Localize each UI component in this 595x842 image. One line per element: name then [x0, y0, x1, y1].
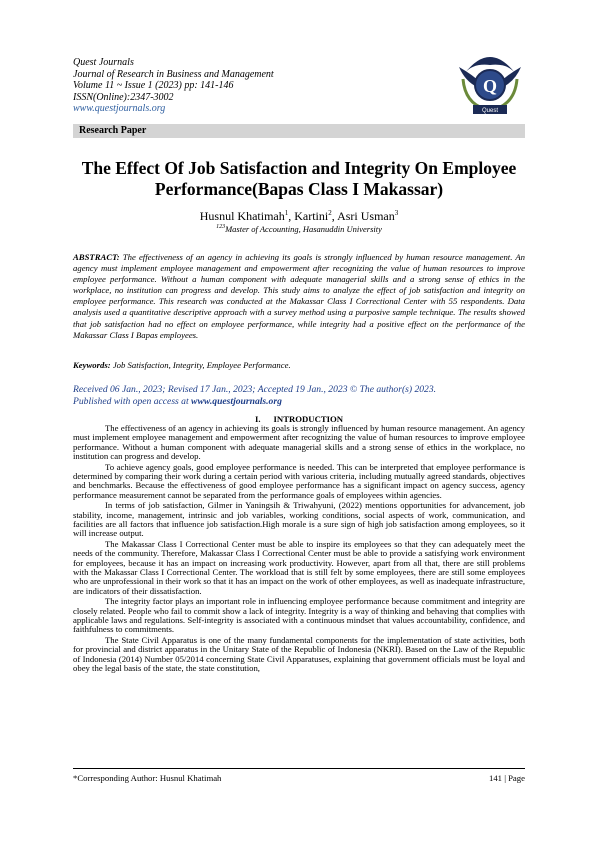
section-heading-introduction: I. INTRODUCTION — [254, 414, 344, 424]
volume-info: Volume 11 ~ Issue 1 (2023) pp: 141-146 — [73, 80, 234, 91]
author-list: Husnul Khatimah$^1$, Kartini$^2$, Asri Usman$^3$ — [199, 209, 399, 223]
author-2: Kartini — [294, 209, 329, 223]
paper-title: The Effect Of Job Satisfaction and Integrity On Employee Performance(Bapas Class I Makassar) — [81, 158, 517, 199]
introduction-body — [73, 424, 525, 675]
keywords-label: Keywords: — [73, 360, 111, 370]
issn: ISSN(Online):2347-3002 — [73, 91, 174, 103]
publication-dates — [73, 384, 533, 408]
keywords-text: Job Satisfaction, Integrity, Employee Performance. — [112, 360, 291, 370]
author-1: Husnul Khatimah — [199, 209, 285, 223]
publisher-name: Quest Journals — [73, 57, 134, 68]
abstract-label: ABSTRACT: — [73, 252, 120, 262]
svg-text:Q: Q — [482, 76, 498, 96]
keywords — [73, 360, 525, 370]
abstract — [73, 252, 525, 341]
affiliation — [73, 224, 525, 234]
paragraph: The integrity factor plays an important role in influencing employee performance because commitment and integrity are closely related. People who fail to commit show a lack of integrity. Integrity is a way of thinking and behaving that complies with applicable laws and regulations. Self-integrity is associated with a continuous mindset that values accountability, confidence, and faithfulness to commitments. — [73, 596, 525, 635]
footer-divider — [73, 768, 525, 769]
paragraph: To achieve agency goals, good employee performance is needed. This can be interpreted that employee performance is determined by comparing their work during a certain period with various criteria, including mutually agreed standards, objectives and benchmarks. Because the effectiveness of good employee performance has a significant impact on agency success, agency performance measurement cannot be separated from the performance goals of employees within agencies. — [73, 461, 525, 500]
paragraph: The State Civil Apparatus is one of the many fundamental components for the implementation of state activities, both for provincial and district apparatus in the Unitary State of the Republic of Indonesia (NKRI). Based on the Law of the Republic of Indonesia (2014) Number 05/2014 concerning State Civil Apparatuses, explaining that government officials must be loyal and obey the legal basis of the state, the state constitution, — [73, 635, 525, 673]
open-access-link[interactable]: www.questjournals.org — [191, 396, 282, 407]
page-number: 141 | Page — [488, 773, 525, 783]
abstract-text: The effectiveness of an agency in achieving its goals is strongly influenced by human resource management. An agency must implement employee management and empowerment after recognizing the value of human resources to improve employee performance. Without a human component with adequate managerial skills and a strong sense of ethics in the workplace, no institution can progress and develop. This study aims to analyze the effect of job satisfaction and integrity on employee performance. This research was conducted at the Makassar Class I Correctional Center with 55 respondents. Data analysis used a quantitative descriptive approach with a survey method using a purposive sample technique. The results showed that job satisfaction had no effect on employee performance, while integrity had a positive effect on the performance of the Makassar Class I Bapas employees. — [73, 252, 526, 340]
logo-text: Quest — [481, 108, 499, 114]
paragraph: The Makassar Class I Correctional Center must be able to inspire its employees so that they can adequately meet the needs of the community. Therefore, Makassar Class I Correctional Center must be able to provide a satisfying work environment for employees, because it has an impact on increasing work productivity. However, apart from all that, there are still problems with the Makassar Class I Correctional Center. The workload that is still felt by some employees, there are still some employees who are unprofessional in their work so that it has an impact on the work of other employees, as well as inadequate infrastructure, are indicators of their dissatisfaction. — [73, 539, 525, 596]
affiliation-sup: 123 — [216, 224, 226, 231]
paragraph: In terms of job satisfaction, Gilmer in Yaningsih & Triwahyuni, (2022) mentions opportunities for advancement, job stability, income, management, intrinsic and job variables, working conditions, social aspects of work, communication, and facilities are all factors that influence job satisfaction.High morale is a sure sign of high job satisfaction among employees, so it will increase output. — [73, 500, 525, 539]
corresponding-author: *Corresponding Author: Husnul Khatimah — [73, 773, 222, 783]
journal-website-link[interactable]: www.questjournals.org — [73, 103, 166, 114]
quest-journals-logo — [455, 45, 525, 120]
open-access-text: Published with open access at — [73, 396, 192, 407]
author-3: Asri Usman — [337, 209, 395, 223]
journal-name: Journal of Research in Business and Management — [73, 68, 274, 80]
affiliation-text: Master of Accounting, Hasanuddin University — [225, 224, 382, 234]
received-dates: Received 06 Jan., 2023; Revised 17 Jan., 2023; Accepted 19 Jan., 2023 © The author(s) 2023. — [73, 384, 437, 395]
author-2-sup: 2 — [328, 209, 332, 217]
article-type-label: Research Paper — [79, 125, 147, 136]
page-footer — [73, 773, 525, 783]
author-1-sup: 1 — [284, 209, 289, 217]
paragraph: The effectiveness of an agency in achieving its goals is strongly influenced by human resource management. An agency must implement employee management and empowerment after recognizing the value of human resources to improve employee performance. Without a human component with adequate managerial skills and a strong sense of ethics in the workplace, no institution can progress and develop. — [73, 423, 525, 461]
author-3-sup: 3 — [394, 209, 399, 217]
open-access-line — [73, 396, 533, 408]
journal-header — [73, 57, 433, 115]
article-type-bar — [73, 124, 525, 138]
